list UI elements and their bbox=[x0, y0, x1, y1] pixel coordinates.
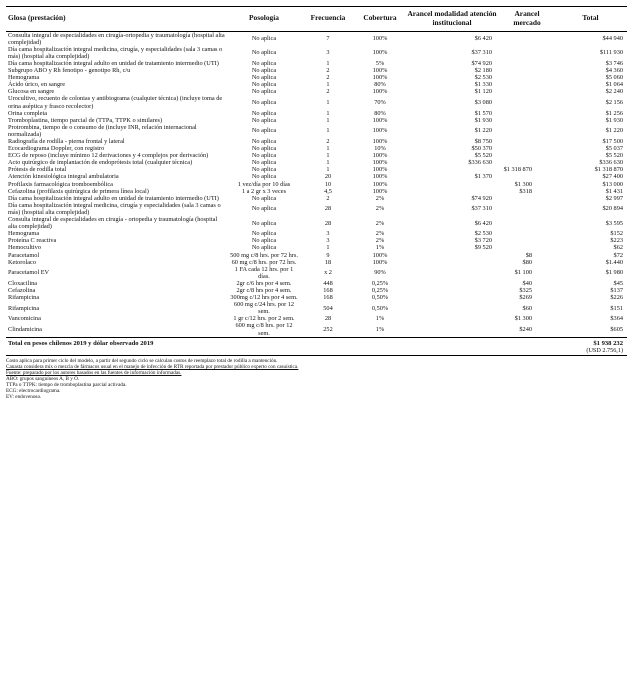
cell-posologia: No aplica bbox=[251, 109, 277, 117]
cell-posologia: No aplica bbox=[251, 67, 277, 75]
cell-cobertura: 100% bbox=[372, 251, 388, 259]
table-row bbox=[6, 259, 627, 266]
cell-posologia: No aplica bbox=[251, 159, 277, 167]
table-row bbox=[6, 195, 627, 202]
cell-arancel-mercado bbox=[500, 244, 554, 251]
cell-arancel-mercado bbox=[500, 31, 554, 46]
cell-frecuencia: 9 bbox=[326, 251, 330, 259]
cell-total: $1 930 bbox=[605, 116, 623, 124]
cell-arancel-mercado: $80 bbox=[522, 258, 532, 266]
table-row bbox=[6, 244, 627, 251]
cell-cobertura: 100% bbox=[372, 187, 388, 195]
cell-total: $20 894 bbox=[602, 205, 623, 213]
cell-frecuencia: 4,5 bbox=[324, 187, 332, 195]
cell-arancel-modalidad: $37 310 bbox=[471, 49, 492, 57]
footnote: TTPa o TTPK: tiempo de tromboplastina parcial activada. bbox=[6, 382, 127, 389]
cell-total: $3 595 bbox=[605, 219, 623, 227]
table-row bbox=[6, 152, 627, 159]
cell-arancel-modalidad bbox=[404, 166, 500, 173]
cell-total: $137 bbox=[610, 286, 623, 294]
table-row bbox=[6, 294, 627, 301]
cell-arancel-mercado: $318 bbox=[519, 187, 532, 195]
header-total: Total bbox=[554, 7, 627, 32]
cell-arancel-mercado: $60 bbox=[522, 304, 532, 312]
cell-arancel-modalidad bbox=[404, 294, 500, 301]
cell-posologia: No aplica bbox=[251, 81, 277, 89]
cell-frecuencia: 2 bbox=[326, 138, 330, 145]
table-row bbox=[6, 95, 627, 109]
cell-total: $336 630 bbox=[599, 159, 623, 167]
cell-arancel-modalidad bbox=[404, 188, 500, 195]
cell-frecuencia: 504 bbox=[323, 304, 333, 312]
cell-arancel-modalidad bbox=[404, 181, 500, 188]
cell-arancel-modalidad: $1 330 bbox=[474, 81, 492, 89]
table-row bbox=[6, 117, 627, 124]
cell-cobertura: 100% bbox=[372, 173, 388, 181]
cell-arancel-mercado bbox=[500, 195, 554, 202]
cell-total: $226 bbox=[610, 294, 623, 302]
cell-cobertura: 10% bbox=[374, 145, 386, 153]
cell-posologia: No aplica bbox=[251, 145, 277, 153]
cell-cobertura: 2% bbox=[375, 194, 385, 202]
cell-arancel-mercado bbox=[500, 230, 554, 237]
cell-frecuencia: 1 bbox=[326, 59, 330, 67]
total-value: $1 938 232 bbox=[554, 337, 627, 347]
cell-posologia: No aplica bbox=[251, 173, 277, 181]
cell-posologia: 1 gr c/12 hrs. por 2 sem. bbox=[233, 315, 295, 323]
cell-total: $1 980 bbox=[605, 269, 623, 277]
cell-total: $5 520 bbox=[605, 152, 623, 160]
cell-frecuencia: 1 bbox=[326, 109, 330, 117]
cell-arancel-mercado bbox=[500, 110, 554, 117]
cell-frecuencia: 1 bbox=[326, 159, 330, 167]
cell-arancel-mercado bbox=[500, 95, 554, 109]
cell-glosa: Acto quirúrgico de implantación de endoprótesis total (cualquier técnica) bbox=[8, 159, 193, 167]
cell-total: $605 bbox=[610, 325, 623, 333]
header-cobertura: Cobertura bbox=[356, 7, 404, 32]
cell-cobertura: 80% bbox=[374, 81, 386, 89]
cell-arancel-modalidad: $9 520 bbox=[474, 244, 492, 252]
cell-glosa: Día cama hospitalización integral adulto en unidad de tratamiento intermedio (UTI) bbox=[8, 59, 219, 67]
total-label: Total en pesos chilenos 2019 y dólar observado 2019 bbox=[6, 337, 554, 347]
cell-arancel-modalidad bbox=[404, 322, 500, 337]
cell-glosa: Día cama hospitalización integral medicina, cirugía y especialidades (sala 3 camas o más) (hospital alta complejidad) bbox=[8, 201, 221, 216]
cell-glosa: Consulta integral de especialidades en cirugía-ortopedia y traumatología (hospital alta complejidad) bbox=[8, 31, 225, 46]
table-row bbox=[6, 88, 627, 95]
cell-posologia: 60 mg c/8 hrs. por 72 hrs. bbox=[231, 258, 297, 266]
cell-arancel-mercado: $325 bbox=[519, 286, 532, 294]
cell-posologia: No aplica bbox=[251, 194, 277, 202]
cell-total: $111 930 bbox=[599, 49, 623, 57]
cell-arancel-modalidad bbox=[404, 259, 500, 266]
table-row bbox=[6, 301, 627, 315]
cell-frecuencia: 28 bbox=[324, 315, 332, 323]
cell-posologia: No aplica bbox=[251, 116, 277, 124]
cell-arancel-mercado bbox=[500, 117, 554, 124]
cell-cobertura: 2% bbox=[375, 237, 385, 245]
cell-arancel-modalidad bbox=[404, 301, 500, 315]
cell-arancel-modalidad bbox=[404, 287, 500, 294]
cell-glosa: Ácido úrico, en sangre bbox=[8, 81, 66, 89]
cell-arancel-modalidad: $50 370 bbox=[471, 145, 492, 153]
cell-posologia: 2gr c/6 hrs por 4 sem. bbox=[236, 279, 292, 287]
cell-glosa: Rifampicina bbox=[8, 304, 40, 312]
table-row bbox=[6, 166, 627, 173]
cell-arancel-mercado bbox=[500, 173, 554, 180]
cell-posologia: 600 mg c/24 hrs. por 12 sem. bbox=[233, 301, 295, 316]
cell-posologia: 500 mg c/8 hrs. por 72 hrs. bbox=[230, 251, 298, 259]
cell-glosa: Vancomicina bbox=[8, 315, 41, 323]
cell-arancel-modalidad: $1 570 bbox=[474, 109, 492, 117]
cell-frecuencia: 1 bbox=[326, 98, 330, 106]
cell-frecuencia: 28 bbox=[324, 205, 332, 213]
table-row bbox=[6, 110, 627, 117]
cell-posologia: No aplica bbox=[251, 244, 277, 252]
cell-arancel-mercado bbox=[500, 237, 554, 244]
cell-arancel-modalidad: $1 220 bbox=[474, 127, 492, 135]
table-header bbox=[6, 7, 627, 32]
cell-arancel-mercado bbox=[500, 152, 554, 159]
cell-arancel-modalidad: $2 530 bbox=[474, 74, 492, 82]
table-row bbox=[6, 202, 627, 216]
cell-arancel-mercado: $8 bbox=[525, 251, 532, 259]
cell-posologia: No aplica bbox=[251, 138, 277, 145]
cell-cobertura: 100% bbox=[372, 180, 388, 188]
cell-posologia: No aplica bbox=[251, 98, 277, 106]
cell-cobertura: 100% bbox=[372, 88, 388, 96]
cell-arancel-mercado bbox=[500, 216, 554, 230]
cell-arancel-modalidad: $3 720 bbox=[474, 237, 492, 245]
cell-total: $2 156 bbox=[605, 98, 623, 106]
cell-arancel-modalidad: $3 080 bbox=[474, 98, 492, 106]
cell-cobertura: 2% bbox=[375, 205, 385, 213]
cell-posologia: No aplica bbox=[251, 49, 277, 57]
cell-glosa: Profilaxis farmacológica tromboembólica bbox=[8, 180, 113, 188]
table-row bbox=[6, 60, 627, 67]
table-row bbox=[6, 216, 627, 230]
cell-arancel-mercado: $1 100 bbox=[514, 269, 532, 277]
cell-arancel-modalidad: $8 750 bbox=[474, 138, 492, 145]
table-row bbox=[6, 280, 627, 287]
cell-frecuencia: 2 bbox=[326, 67, 330, 75]
cell-arancel-modalidad: $5 520 bbox=[474, 152, 492, 160]
cell-arancel-modalidad: $1 120 bbox=[474, 88, 492, 96]
cell-posologia: No aplica bbox=[251, 237, 277, 245]
table-row bbox=[6, 124, 627, 138]
cell-arancel-mercado bbox=[500, 138, 554, 145]
cost-table bbox=[6, 6, 627, 356]
cell-posologia: No aplica bbox=[251, 166, 277, 174]
cell-arancel-mercado bbox=[500, 159, 554, 166]
usd-row bbox=[6, 347, 627, 356]
table-row bbox=[6, 138, 627, 145]
cell-frecuencia: 10 bbox=[324, 180, 332, 188]
cell-cobertura: 80% bbox=[374, 109, 386, 117]
cell-glosa: Atención kinesiológica integral ambulatoria bbox=[8, 173, 119, 181]
cell-arancel-mercado: $1 300 bbox=[514, 315, 532, 323]
cell-glosa: Hemograma bbox=[8, 230, 40, 238]
cell-arancel-modalidad: $336 630 bbox=[468, 159, 492, 167]
cell-arancel-modalidad: $74 920 bbox=[471, 194, 492, 202]
cell-total: $223 bbox=[610, 237, 623, 245]
table-row bbox=[6, 188, 627, 195]
cell-glosa: Subgrupo ABO y Rh fenotipo - genotipo Rh, c/u bbox=[8, 67, 131, 75]
cell-cobertura: 100% bbox=[372, 35, 388, 43]
cell-arancel-modalidad: $6 420 bbox=[474, 35, 492, 43]
cell-total: $27 400 bbox=[602, 173, 623, 181]
cell-arancel-modalidad: $1 370 bbox=[474, 173, 492, 181]
cell-total: $1 431 bbox=[605, 187, 623, 195]
cell-glosa: Urocultivo, recuento de colonias y antibiograma (cualquier técnica) (incluye toma de orina aséptica y frasco recolector) bbox=[8, 95, 223, 110]
table-row bbox=[6, 181, 627, 188]
cell-arancel-mercado bbox=[500, 145, 554, 152]
cell-cobertura: 1% bbox=[375, 244, 385, 252]
cell-frecuencia: 1 bbox=[326, 127, 330, 135]
footnote: Canasta considera mix o mezcla de fármacos usual en el manejo de infección de RTR reportada por prestador público experto con casuística. bbox=[6, 363, 299, 370]
cell-posologia: 1 a 2 gr x 3 veces bbox=[241, 187, 287, 195]
cell-posologia: 600 mg c/8 hrs. por 12 sem. bbox=[235, 322, 293, 337]
cell-posologia: No aplica bbox=[251, 230, 277, 238]
cell-total: $2 997 bbox=[605, 194, 623, 202]
cell-posologia: No aplica bbox=[251, 127, 277, 135]
table-body bbox=[6, 31, 627, 337]
cell-cobertura: 100% bbox=[372, 49, 388, 57]
cell-cobertura: 100% bbox=[372, 159, 388, 167]
cell-frecuencia: 7 bbox=[326, 35, 330, 43]
cell-glosa: Cefazolina bbox=[8, 286, 36, 294]
cell-cobertura: 90% bbox=[374, 269, 386, 277]
cell-cobertura: 70% bbox=[374, 98, 386, 106]
cell-arancel-modalidad: $2 180 bbox=[474, 67, 492, 75]
header-frecuencia: Frecuencia bbox=[300, 7, 356, 32]
table-row bbox=[6, 74, 627, 81]
cell-frecuencia: 18 bbox=[324, 258, 332, 266]
cell-glosa: Cloxacilina bbox=[8, 279, 38, 287]
cell-total: $4 360 bbox=[605, 67, 623, 75]
cell-cobertura: 100% bbox=[372, 74, 388, 82]
cell-total: $13 000 bbox=[602, 180, 623, 188]
header-arancel-modalidad: Arancel modalidad atención institucional bbox=[404, 7, 500, 32]
cell-cobertura: 1% bbox=[375, 315, 385, 323]
cell-arancel-mercado bbox=[500, 88, 554, 95]
cell-arancel-modalidad bbox=[404, 252, 500, 259]
cell-cobertura: 100% bbox=[372, 152, 388, 160]
footnote: ABO: grupos sanguíneos A, B y O. bbox=[6, 376, 80, 383]
cell-arancel-modalidad bbox=[404, 315, 500, 322]
cell-arancel-modalidad: $2 530 bbox=[474, 230, 492, 238]
cell-glosa: Día cama hospitalización integral medicina, cirugía, y especialidades (sala 3 camas o más) (hospital alta complejidad) bbox=[8, 45, 223, 60]
total-row bbox=[6, 337, 627, 347]
footnotes bbox=[6, 358, 627, 401]
cell-cobertura: 2% bbox=[375, 219, 385, 227]
cell-frecuencia: 2 bbox=[326, 194, 330, 202]
cell-cobertura: 100% bbox=[372, 116, 388, 124]
header-glosa: Glosa (prestación) bbox=[6, 7, 228, 32]
cell-total: $1 256 bbox=[605, 109, 623, 117]
cell-glosa: Paracetamol bbox=[8, 251, 40, 259]
cell-frecuencia: 168 bbox=[323, 294, 333, 302]
cell-glosa: Protrombina, tiempo de o consumo de (incluye INR, relación internacional normalizada) bbox=[8, 123, 197, 138]
footnote: Fuente: preparado por los autores basados en las fuentes de información informadas. bbox=[6, 370, 182, 376]
cell-arancel-modalidad: $6 420 bbox=[474, 219, 492, 227]
cell-total: $44 940 bbox=[602, 35, 623, 43]
cell-glosa: Proteína C reactiva bbox=[8, 237, 57, 245]
cell-frecuencia: 252 bbox=[323, 325, 333, 333]
cell-cobertura: 100% bbox=[372, 67, 388, 75]
cell-posologia: No aplica bbox=[251, 219, 277, 227]
cell-glosa: Glucosa en sangre bbox=[8, 88, 55, 96]
cell-glosa: Ketorolaco bbox=[8, 258, 36, 266]
cell-cobertura: 5% bbox=[375, 59, 385, 67]
cell-total: $1 318 870 bbox=[594, 166, 623, 174]
cell-arancel-modalidad: $1 930 bbox=[474, 116, 492, 124]
cell-cobertura: 0,25% bbox=[371, 286, 389, 294]
cell-arancel-mercado bbox=[500, 202, 554, 216]
cell-posologia: No aplica bbox=[251, 152, 277, 160]
cell-glosa: Ecocardiograma Doppler, con registro bbox=[8, 145, 105, 153]
cell-posologia: No aplica bbox=[251, 35, 277, 43]
cell-frecuencia: 3 bbox=[326, 49, 330, 57]
cell-glosa: Tromboplastina, tiempo parcial de (TTPa, TTPK o similares) bbox=[8, 116, 163, 124]
cell-arancel-modalidad: $37 310 bbox=[471, 205, 492, 213]
table-footer bbox=[6, 337, 627, 355]
usd-spacer bbox=[6, 347, 554, 356]
cell-cobertura: 100% bbox=[372, 166, 388, 174]
cell-arancel-modalidad: $74 920 bbox=[471, 59, 492, 67]
table-row bbox=[6, 31, 627, 46]
table-row bbox=[6, 230, 627, 237]
cell-arancel-mercado: $269 bbox=[519, 294, 532, 302]
footnote: ECG: electrocardiograma. bbox=[6, 388, 61, 395]
table-row bbox=[6, 67, 627, 74]
cell-frecuencia: 1 bbox=[326, 81, 330, 89]
cell-total: $3 746 bbox=[605, 59, 623, 67]
cell-glosa: Hemocultivo bbox=[8, 244, 41, 252]
cell-cobertura: 0,50% bbox=[371, 304, 389, 312]
cell-glosa: Clindamicina bbox=[8, 325, 42, 333]
cell-posologia: No aplica bbox=[251, 59, 277, 67]
cell-glosa: Prótesis de rodilla total bbox=[8, 166, 67, 174]
cell-glosa: Paracetamol EV bbox=[8, 269, 50, 277]
cell-cobertura: 100% bbox=[372, 138, 388, 145]
cell-arancel-mercado bbox=[500, 60, 554, 67]
cell-arancel-mercado bbox=[500, 74, 554, 81]
cell-total: $17 500 bbox=[602, 138, 623, 145]
cell-frecuencia: 2 bbox=[326, 74, 330, 82]
cell-cobertura: 1% bbox=[375, 325, 385, 333]
cell-arancel-mercado bbox=[500, 124, 554, 138]
cell-glosa: ECG de reposo (incluye mínimo 12 derivaciones y 4 complejos por derivación) bbox=[8, 152, 209, 160]
cell-total: $364 bbox=[610, 315, 623, 323]
cell-arancel-mercado bbox=[500, 81, 554, 88]
cell-arancel-mercado: $1 300 bbox=[514, 180, 532, 188]
cell-total: $5 037 bbox=[605, 145, 623, 153]
table-row bbox=[6, 173, 627, 180]
cell-posologia: No aplica bbox=[251, 74, 277, 82]
cell-glosa: Rifampicina bbox=[8, 294, 40, 302]
cell-frecuencia: 2 bbox=[326, 88, 330, 96]
cell-frecuencia: 1 bbox=[326, 145, 330, 153]
cell-glosa: Consulta integral de especialidades en cirugía - ortopedia y traumatología (hospital alta complejidad) bbox=[8, 216, 218, 231]
cell-frecuencia: 1 bbox=[326, 152, 330, 160]
table-row bbox=[6, 145, 627, 152]
cell-total: $1 064 bbox=[605, 81, 623, 89]
cell-posologia: 300mg c/12 hrs por 4 sem. bbox=[230, 294, 298, 302]
cell-total: $152 bbox=[610, 230, 623, 238]
cell-arancel-modalidad bbox=[404, 280, 500, 287]
table-row bbox=[6, 315, 627, 322]
cell-arancel-mercado bbox=[500, 46, 554, 60]
cell-frecuencia: 1 bbox=[326, 166, 330, 174]
cell-frecuencia: x 2 bbox=[324, 269, 332, 277]
total-usd: (USD 2.756,1) bbox=[554, 347, 627, 356]
table-row bbox=[6, 252, 627, 259]
cell-frecuencia: 3 bbox=[326, 230, 330, 238]
cell-frecuencia: 168 bbox=[323, 286, 333, 294]
cell-cobertura: 100% bbox=[372, 258, 388, 266]
table-row bbox=[6, 237, 627, 244]
cell-glosa: Orina completa bbox=[8, 109, 47, 117]
cell-arancel-modalidad bbox=[404, 266, 500, 280]
table-row bbox=[6, 159, 627, 166]
cell-posologia: 1 FA cada 12 hrs. por 1 días. bbox=[234, 265, 294, 280]
footnote: Costo aplica para primer ciclo del modelo, a partir del segundo ciclo se calculan costos de reemplazo total de rodilla a mantención. bbox=[6, 357, 278, 364]
cell-frecuencia: 3 bbox=[326, 237, 330, 245]
table-row bbox=[6, 46, 627, 60]
cell-total: $151 bbox=[610, 304, 623, 312]
cell-cobertura: 0,50% bbox=[371, 294, 389, 302]
cell-posologia: 2gr c/8 hrs por 4 sem. bbox=[236, 286, 292, 294]
cell-total: $62 bbox=[613, 244, 623, 252]
table-row bbox=[6, 266, 627, 280]
cell-posologia: 1 vez/día por 10 días bbox=[237, 180, 291, 188]
cell-cobertura: 0,25% bbox=[371, 279, 389, 287]
cell-arancel-mercado: $240 bbox=[519, 325, 532, 333]
cell-glosa: Hemograma bbox=[8, 74, 40, 82]
table-row bbox=[6, 322, 627, 337]
table-row bbox=[6, 81, 627, 88]
cell-frecuencia: 1 bbox=[326, 116, 330, 124]
cell-cobertura: 100% bbox=[372, 127, 388, 135]
cell-frecuencia: 28 bbox=[324, 219, 332, 227]
cell-total: $45 bbox=[613, 279, 623, 287]
cell-arancel-mercado: $40 bbox=[522, 279, 532, 287]
header-arancel-mercado: Arancel mercado bbox=[500, 7, 554, 32]
cell-frecuencia: 448 bbox=[323, 279, 333, 287]
cell-glosa: Radiografía de rodilla - pierna frontal y lateral bbox=[8, 138, 125, 145]
cell-total: $5 060 bbox=[605, 74, 623, 82]
cell-posologia: No aplica bbox=[251, 205, 277, 213]
cell-glosa: Día cama hospitalización integral adulto en unidad de tratamiento intermedio (UTI) bbox=[8, 194, 219, 202]
cell-arancel-mercado: $1 318 870 bbox=[503, 166, 532, 174]
cell-total: $72 bbox=[613, 251, 623, 259]
cell-total: $1 220 bbox=[605, 127, 623, 135]
cell-frecuencia: 20 bbox=[324, 173, 332, 181]
footnote: EV: endovenoso. bbox=[6, 394, 42, 401]
cell-glosa: Cefazolina (profilaxis quirúrgica de primera línea local) bbox=[8, 187, 149, 195]
cell-frecuencia: 1 bbox=[326, 244, 330, 252]
table-row bbox=[6, 287, 627, 294]
cell-arancel-mercado bbox=[500, 67, 554, 74]
cell-total: $2 240 bbox=[605, 88, 623, 96]
cell-cobertura: 2% bbox=[375, 230, 385, 238]
header-posologia: Posología bbox=[228, 7, 300, 32]
cell-total: $1.440 bbox=[605, 258, 623, 266]
cell-posologia: No aplica bbox=[251, 88, 277, 96]
